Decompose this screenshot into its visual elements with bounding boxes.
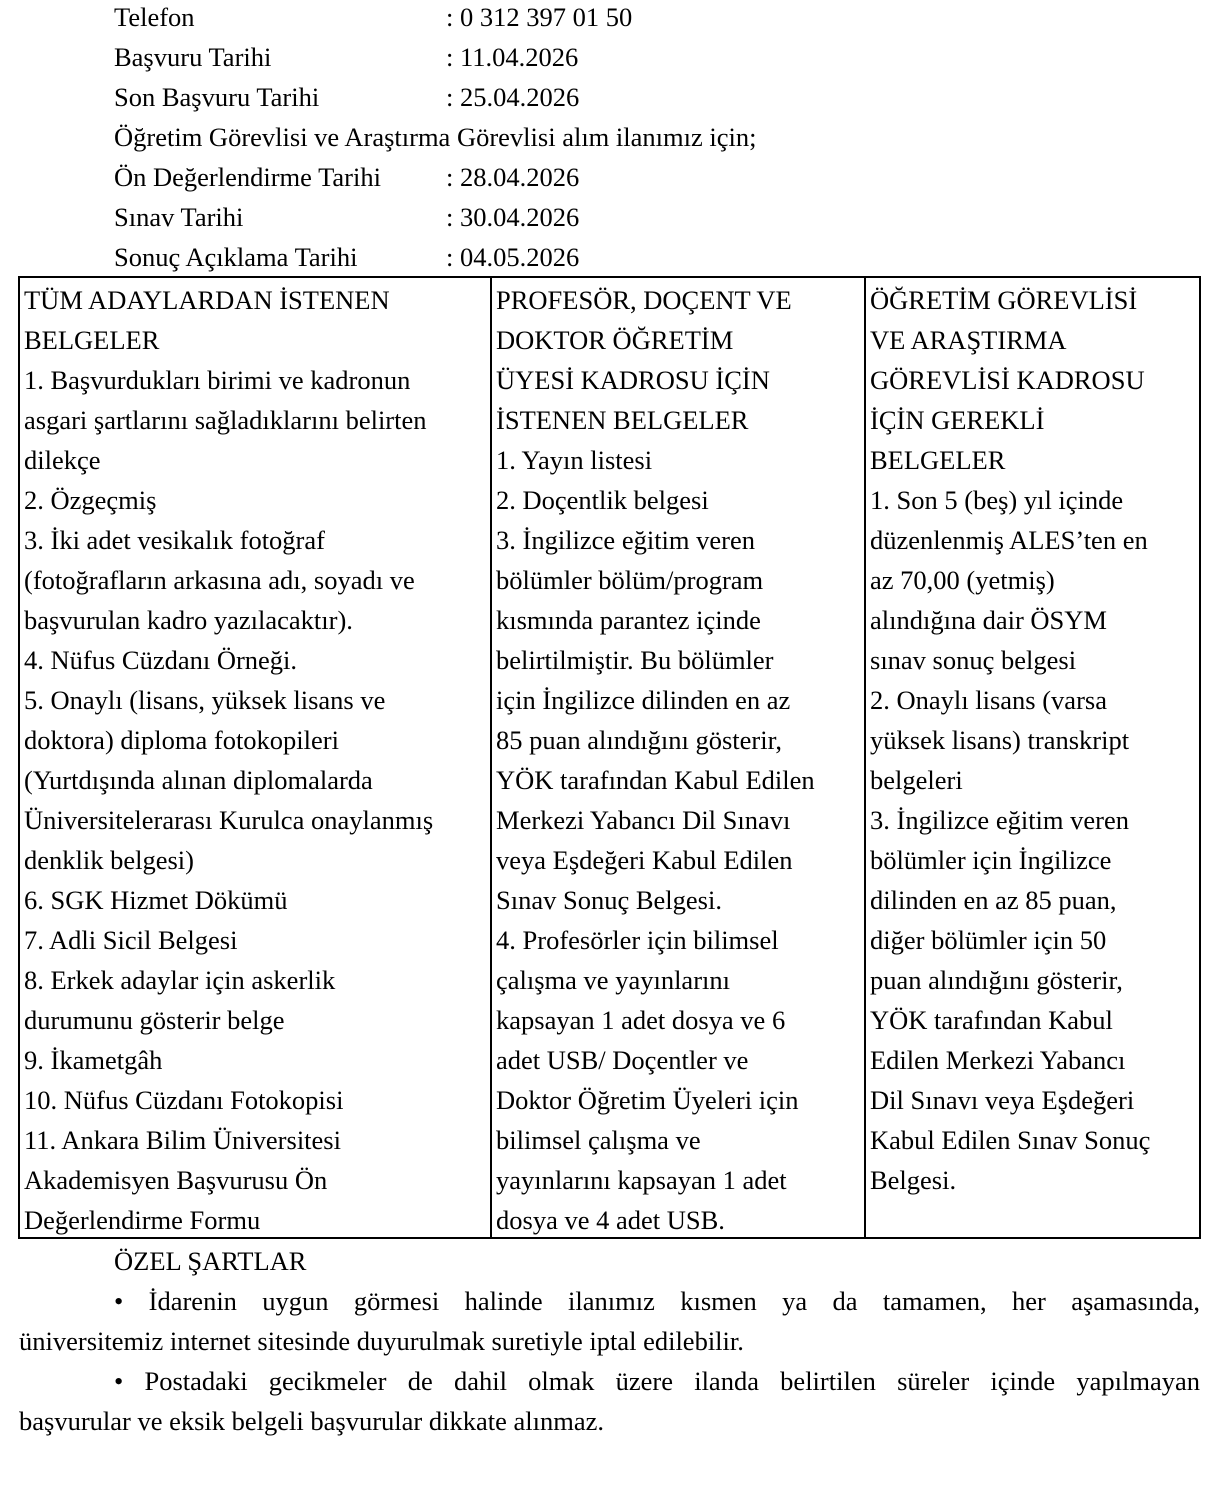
cell-line: (fotoğrafların arkasına adı, soyadı ve — [24, 565, 415, 595]
cell-line: İSTENEN BELGELER — [496, 405, 749, 435]
cell-line: 3. İngilizce eğitim veren — [496, 525, 756, 555]
cell-line: BELGELER — [24, 325, 160, 355]
special-heading: ÖZEL ŞARTLAR — [114, 1246, 307, 1276]
cell-line: 4. Profesörler için bilimsel — [496, 925, 779, 955]
cell-line: DOKTOR ÖĞRETİM — [496, 325, 734, 355]
cell-line: 2. Onaylı lisans (varsa — [870, 685, 1107, 715]
info-value: : 0 312 397 01 50 — [446, 2, 633, 32]
info-label: Son Başvuru Tarihi — [114, 82, 320, 112]
cell-line: adet USB/ Doçentler ve — [496, 1045, 749, 1075]
cell-line: kapsayan 1 adet dosya ve 6 — [496, 1005, 786, 1035]
cell-line: asgari şartlarını sağladıklarını belirten — [24, 405, 427, 435]
cell-lines — [492, 278, 864, 1240]
cell-line: 9. İkametgâh — [24, 1045, 163, 1075]
cell-lines — [20, 278, 490, 1240]
cell-line: Değerlendirme Formu — [24, 1205, 261, 1235]
cell-line: VE ARAŞTIRMA — [870, 325, 1067, 355]
info-value: : 28.04.2026 — [446, 162, 580, 192]
cell-line: 6. SGK Hizmet Dökümü — [24, 885, 288, 915]
column-header-line: ÖĞRETİM GÖREVLİSİ — [870, 285, 1138, 315]
cell-line: 5. Onaylı (lisans, yüksek lisans ve — [24, 685, 386, 715]
cell-line: 1. Başvurdukları birimi ve kadronun — [24, 365, 411, 395]
table-column-all-candidates — [20, 278, 492, 1237]
column-header-line: TÜM ADAYLARDAN İSTENEN — [24, 285, 390, 315]
cell-line: bilimsel çalışma ve — [496, 1125, 701, 1155]
cell-line: çalışma ve yayınlarını — [496, 965, 730, 995]
info-value: : 30.04.2026 — [446, 202, 580, 232]
special-item-line: • Postadaki gecikmeler de dahil olmak üzere ilanda belirtilen süreler içinde yapılmayan — [114, 1366, 1200, 1396]
cell-line: alındığına dair ÖSYM — [870, 605, 1107, 635]
cell-line: 1. Yayın listesi — [496, 445, 653, 475]
special-item-line: • İdarenin uygun görmesi halinde ilanımız kısmen ya da tamamen, her aşamasında, — [114, 1286, 1200, 1316]
cell-line: 3. İngilizce eğitim veren — [870, 805, 1130, 835]
cell-line: Merkezi Yabancı Dil Sınavı — [496, 805, 791, 835]
cell-line: az 70,00 (yetmiş) — [870, 565, 1055, 595]
info-label: Sonuç Açıklama Tarihi — [114, 242, 358, 272]
cell-line: sınav sonuç belgesi — [870, 645, 1077, 675]
cell-line: doktora) diploma fotokopileri — [24, 725, 339, 755]
cell-line: YÖK tarafından Kabul Edilen — [496, 765, 815, 795]
info-label: Sınav Tarihi — [114, 202, 244, 232]
special-item-line: başvurular ve eksik belgeli başvurular dikkate alınmaz. — [19, 1406, 605, 1436]
info-value: : 11.04.2026 — [446, 42, 579, 72]
cell-line: Dil Sınavı veya Eşdeğeri — [870, 1085, 1135, 1115]
cell-line: belgeleri — [870, 765, 963, 795]
cell-line: yayınlarını kapsayan 1 adet — [496, 1165, 787, 1195]
cell-line: kısmında parantez içinde — [496, 605, 761, 635]
cell-line: 85 puan alındığını gösterir, — [496, 725, 782, 755]
cell-line: denklik belgesi) — [24, 845, 194, 875]
cell-line: bölümler için İngilizce — [870, 845, 1112, 875]
cell-line: Belgesi. — [870, 1165, 957, 1195]
info-label: Ön Değerlendirme Tarihi — [114, 162, 381, 192]
cell-line: dosya ve 4 adet USB. — [496, 1205, 725, 1235]
cell-line: dilinden en az 85 puan, — [870, 885, 1117, 915]
cell-line: 7. Adli Sicil Belgesi — [24, 925, 238, 955]
cell-line: GÖREVLİSİ KADROSU — [870, 365, 1145, 395]
table-column-lecturer-research-assistant — [866, 278, 1199, 1237]
cell-line: 3. İki adet vesikalık fotoğraf — [24, 525, 325, 555]
cell-line: için İngilizce dilinden en az — [496, 685, 791, 715]
info-value: : 25.04.2026 — [446, 82, 580, 112]
info-label: Telefon — [114, 2, 195, 32]
cell-line: yüksek lisans) transkript — [870, 725, 1130, 755]
cell-line: veya Eşdeğeri Kabul Edilen — [496, 845, 793, 875]
cell-line: Edilen Merkezi Yabancı — [870, 1045, 1126, 1075]
cell-line: Akademisyen Başvurusu Ön — [24, 1165, 328, 1195]
cell-line: 1. Son 5 (beş) yıl içinde — [870, 485, 1124, 515]
cell-line: 10. Nüfus Cüzdanı Fotokopisi — [24, 1085, 344, 1115]
cell-line: İÇİN GEREKLİ — [870, 405, 1045, 435]
table-column-professor-docent — [492, 278, 866, 1237]
cell-line: Kabul Edilen Sınav Sonuç — [870, 1125, 1151, 1155]
cell-line: bölümler bölüm/program — [496, 565, 764, 595]
special-item-line: üniversitemiz internet sitesinde duyurulmak suretiyle iptal edilebilir. — [19, 1326, 744, 1356]
cell-lines — [866, 278, 1199, 1200]
cell-line: ÜYESİ KADROSU İÇİN — [496, 365, 770, 395]
cell-line: durumunu gösterir belge — [24, 1005, 285, 1035]
info-note: Öğretim Görevlisi ve Araştırma Görevlisi alım ilanımız için; — [114, 122, 757, 152]
special-item — [19, 1281, 1200, 1361]
requirements-table — [18, 276, 1201, 1239]
column-header-line: PROFESÖR, DOÇENT VE — [496, 285, 792, 315]
cell-line: 2. Özgeçmiş — [24, 485, 157, 515]
cell-line: 4. Nüfus Cüzdanı Örneği. — [24, 645, 298, 675]
cell-line: BELGELER — [870, 445, 1006, 475]
info-label: Başvuru Tarihi — [114, 42, 272, 72]
cell-line: 2. Doçentlik belgesi — [496, 485, 709, 515]
cell-line: puan alındığını gösterir, — [870, 965, 1123, 995]
cell-line: dilekçe — [24, 445, 101, 475]
cell-line: belirtilmiştir. Bu bölümler — [496, 645, 774, 675]
cell-line: (Yurtdışında alınan diplomalarda — [24, 765, 373, 795]
info-value: : 04.05.2026 — [446, 242, 580, 272]
cell-line: Sınav Sonuç Belgesi. — [496, 885, 722, 915]
cell-line: diğer bölümler için 50 — [870, 925, 1107, 955]
cell-line: başvurulan kadro yazılacaktır). — [24, 605, 353, 635]
cell-line: YÖK tarafından Kabul — [870, 1005, 1113, 1035]
cell-line: 11. Ankara Bilim Üniversitesi — [24, 1125, 341, 1155]
cell-line: düzenlenmiş ALES’ten en — [870, 525, 1148, 555]
special-item — [19, 1361, 1200, 1441]
cell-line: Üniversitelerarası Kurulca onaylanmış — [24, 805, 434, 835]
cell-line: Doktor Öğretim Üyeleri için — [496, 1085, 799, 1115]
cell-line: 8. Erkek adaylar için askerlik — [24, 965, 336, 995]
